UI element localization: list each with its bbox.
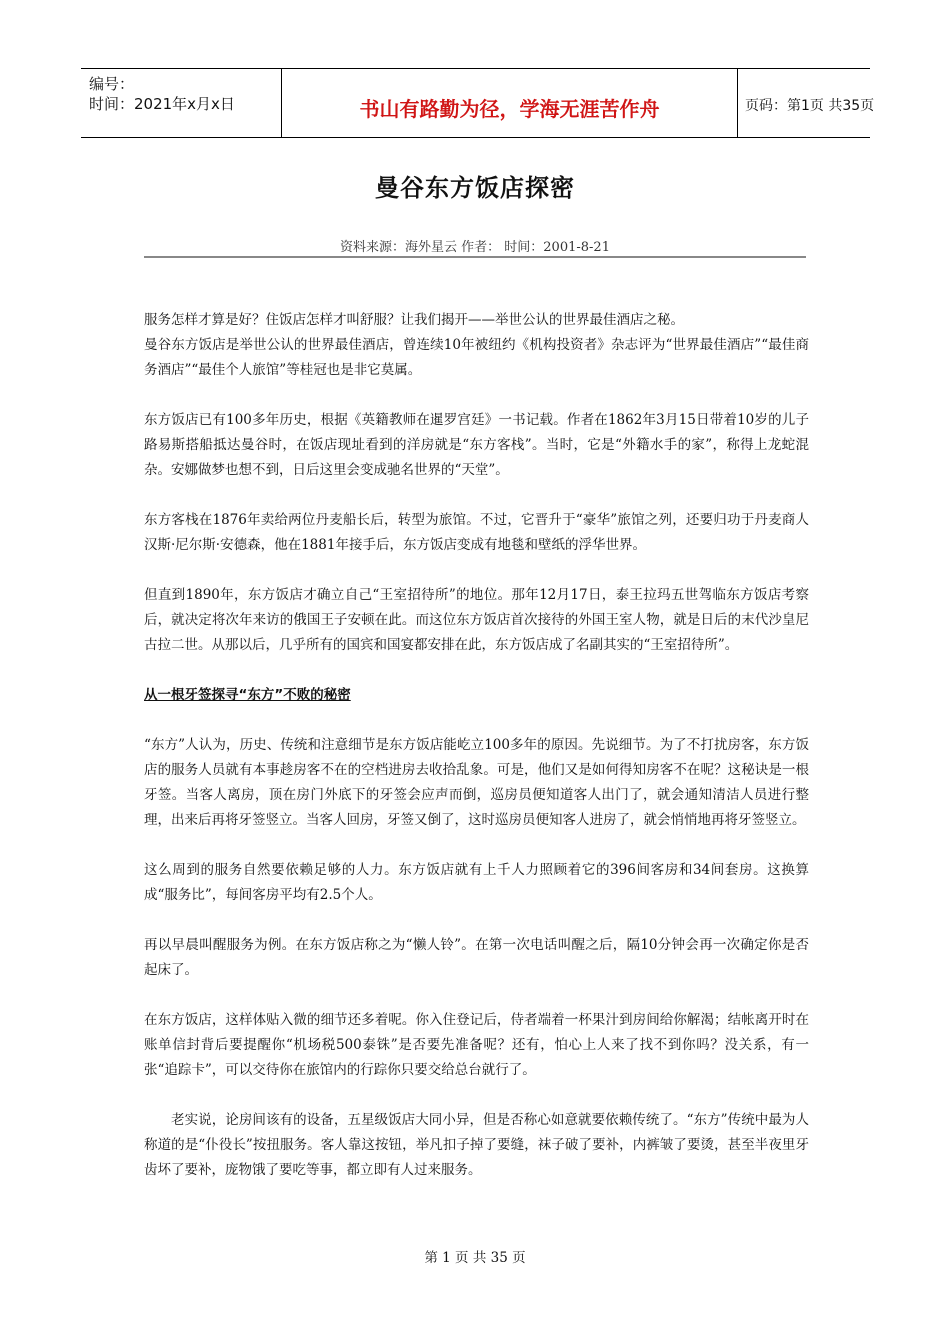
header-motto-cell [281, 69, 738, 137]
paragraph: 东方客栈在1876年卖给两位丹麦船长后，转型为旅馆。不过，它晋升于“豪华”旅馆之列，还要归功于丹麦商人汉斯·尼尔斯·安德森，他在1881年接手后，东方饭店变成有地毯和壁纸的浮华世界。 [144, 512, 809, 553]
article-body [144, 308, 809, 1183]
paragraph: 这么周到的服务自然要依赖足够的人力。东方饭店就有上千人力照顾着它的396间客房和34间套房。这换算成“服务比”，每间客房平均有2.5个人。 [144, 862, 809, 903]
document-number-label: 编号： [89, 75, 135, 93]
document-time-label: 时间：2021年x月x日 [89, 95, 235, 113]
paragraph: 但直到1890年，东方饭店才确立自己“王室招待所”的地位。那年12月17日，泰王拉玛五世驾临东方饭店考察后，就决定将次年来访的俄国王子安顿在此。而这位东方饭店首次接待的外国王室人物，就是日后的末代沙皇尼古拉二世。从那以后，几乎所有的国宾和国宴都安排在此，东方饭店成了名副其实的“王室招待所”。 [144, 587, 809, 653]
paragraph: 老实说，论房间该有的设备，五星级饭店大同小异，但是否称心如意就要依赖传统了。“东方”传统中最为人称道的是“仆役长”按扭服务。客人靠这按钮，举凡扣子掉了要缝，袜子破了要补，内裤皱了要烫，甚至半夜里牙齿坏了要补，庞物饿了要吃等事，都立即有人过来服务。 [144, 1112, 809, 1178]
header-motto: 书山有路勤为径，学海无涯苦作舟 [359, 97, 660, 121]
article-source-line: 资料来源：海外星云 作者： 时间：2001-8-21 [340, 240, 610, 255]
article-title: 曼谷东方饭店探密 [375, 174, 575, 202]
paragraph: 再以早晨叫醒服务为例。在东方饭店称之为“懒人铃”。在第一次电话叫醒之后，隔10分钟会再一次确定你是否起床了。 [144, 937, 809, 978]
header-page-cell [737, 69, 875, 137]
paragraph: 在东方饭店，这样体贴入微的细节还多着呢。你入住登记后，侍者端着一杯果汁到房间给你解渴；结帐离开时在账单信封背后要提醒你“机场税500泰铢”是否要先准备呢？还有，怕心上人来了找不到你吗？没关系，有一张“追踪卡”，可以交待你在旅馆内的行踪你只要交给总台就行了。 [144, 1012, 809, 1078]
paragraph-intro: 服务怎样才算是好？住饭店怎样才叫舒服？让我们揭开——举世公认的世界最佳酒店之秘。 [144, 312, 684, 328]
header-table [81, 68, 875, 138]
header-page-number: 页码：第1页 共35页 [745, 98, 875, 114]
paragraph: 曼谷东方饭店是举世公认的世界最佳酒店，曾连续10年被纽约《机构投资者》杂志评为“世界最佳酒店”“最佳商务酒店”“最佳个人旅馆”等桂冠也是非它莫属。 [144, 337, 809, 378]
paragraph: “东方”人认为，历史、传统和注意细节是东方饭店能屹立100多年的原因。先说细节。为了不打扰房客，东方饭店的服务人员就有本事趁房客不在的空档进房去收拾乱象。可是，他们又是如何得知房客不在呢？这秘诀是一根牙签。当客人离房，顶在房门外底下的牙签会应声而倒，巡房员便知道客人出门了，就会通知清洁人员进行整理，出来后再将牙签竖立。当客人回房，牙签又倒了，这时巡房员便知客人进房了，就会悄悄地再将牙签竖立。 [144, 737, 809, 828]
header-meta-cell [81, 69, 281, 137]
paragraph: 东方饭店已有100多年历史，根据《英籍教师在暹罗宫廷》一书记载。作者在1862年3月15日带着10岁的儿子路易斯搭船抵达曼谷时，在饭店现址看到的洋房就是“东方客栈”。当时，它是“外籍水手的家”，称得上龙蛇混杂。安娜做梦也想不到，日后这里会变成驰名世界的“天堂”。 [144, 412, 809, 478]
title-divider [144, 256, 806, 258]
section-heading: 从一根牙签探寻“东方”不败的秘密 [144, 687, 351, 703]
page-footer: 第 1 页 共 35 页 [424, 1250, 526, 1266]
